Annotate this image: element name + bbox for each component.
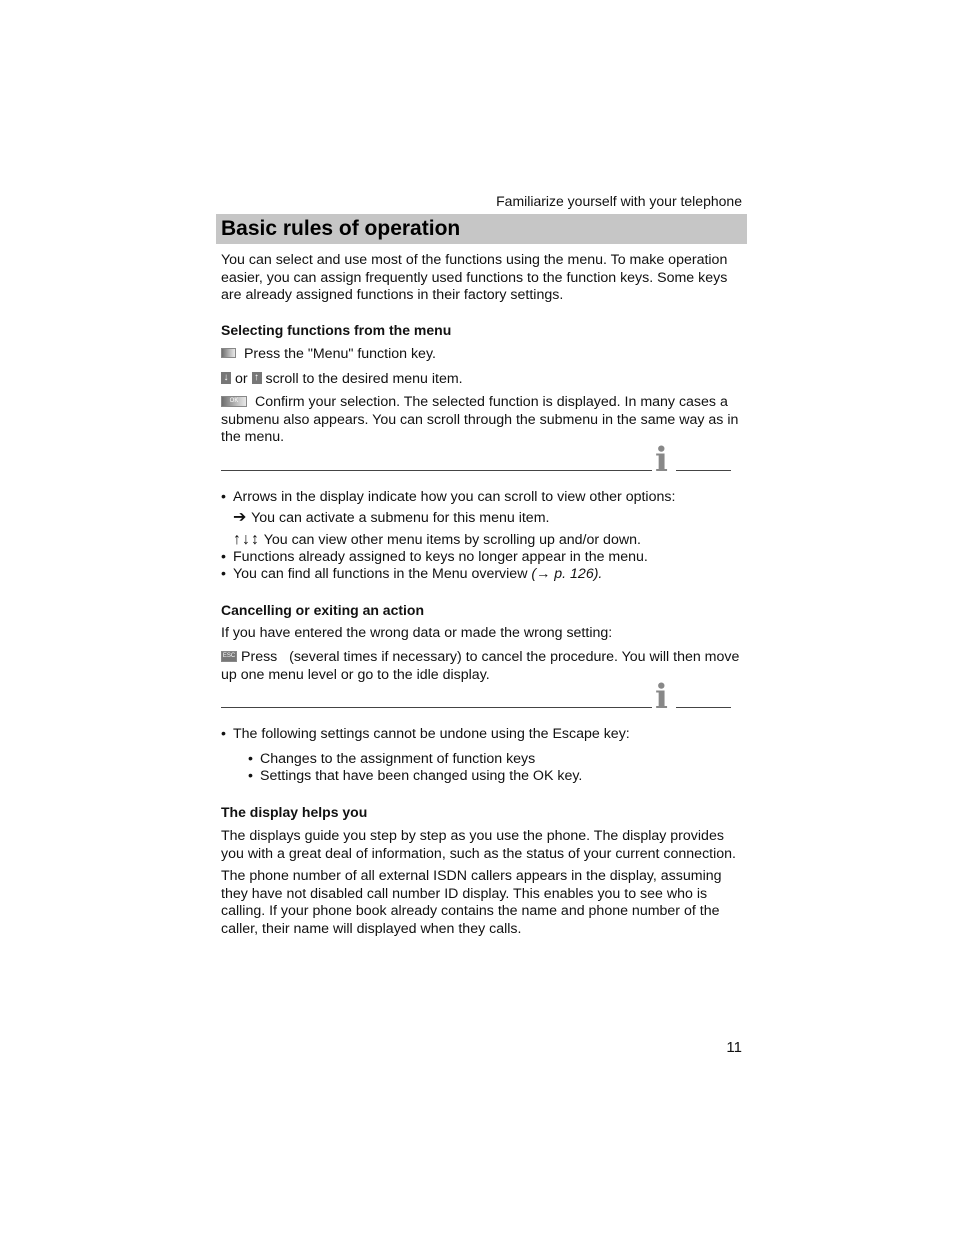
ok-key-label: OK bbox=[229, 397, 239, 404]
info1-sub-2-text: You can view other menu items by scrolling up and/or down. bbox=[263, 532, 641, 548]
esc-key-label: ESC bbox=[222, 652, 236, 659]
section-heading-display: The display helps you bbox=[221, 804, 368, 820]
step-scroll bbox=[221, 371, 746, 389]
esc-key-icon bbox=[221, 651, 237, 662]
intro-paragraph: You can select and use most of the functions using the menu. To make operation easier, you can assign frequently used functions to the function keys. Some keys are already assigned functions in their factory settings. bbox=[221, 252, 728, 303]
menu-key-icon bbox=[221, 348, 236, 358]
divider-line bbox=[221, 707, 652, 708]
divider-line bbox=[676, 707, 731, 708]
info1-bullet-3 bbox=[221, 566, 746, 584]
divider-line bbox=[676, 470, 731, 471]
step-menu-text: Press the "Menu" function key. bbox=[243, 346, 436, 362]
divider-line bbox=[221, 470, 652, 471]
up-arrow-key-icon: ↑ bbox=[252, 372, 262, 384]
info-icon: i bbox=[655, 440, 668, 480]
right-arrow-icon: ➔ bbox=[233, 509, 248, 526]
title-bar bbox=[216, 214, 747, 244]
page-number: 11 bbox=[726, 1039, 742, 1056]
page-title: Basic rules of operation bbox=[221, 217, 461, 240]
info1-bullet-1: • Arrows in the display indicate how you can scroll to view other options: bbox=[221, 489, 746, 507]
ok-key-icon bbox=[221, 396, 247, 407]
info1-sub-1 bbox=[233, 509, 549, 528]
page-reference: (→ p. 126). bbox=[531, 566, 603, 582]
step-confirm bbox=[221, 394, 746, 447]
running-header: Familiarize yourself with your telephone bbox=[496, 193, 742, 209]
step-menu bbox=[221, 346, 746, 364]
section-heading-select: Selecting functions from the menu bbox=[221, 322, 452, 338]
down-arrow-key-icon: ↓ bbox=[221, 372, 231, 384]
info1-sub-1-text: You can activate a submenu for this menu item. bbox=[251, 510, 550, 526]
info-icon: i bbox=[655, 677, 668, 717]
step-scroll-text: scroll to the desired menu item. bbox=[265, 371, 463, 387]
info-divider-1 bbox=[221, 440, 731, 480]
info2-sub-1: • Changes to the assignment of function keys bbox=[248, 751, 535, 769]
info1-bullet-3-text: You can find all functions in the Menu overview bbox=[233, 566, 528, 582]
info1-sub-2 bbox=[233, 531, 641, 550]
info-divider-2 bbox=[221, 677, 731, 717]
info1-bullet-2: • Functions already assigned to keys no longer appear in the menu. bbox=[221, 549, 746, 567]
step-escape-text: (several times if necessary) to cancel the procedure. You will then move up one menu level or go to the idle display. bbox=[221, 649, 740, 683]
step-confirm-text: Confirm your selection. The selected function is displayed. In many cases a submenu also appears. You can scroll through the submenu in the same way as in the menu. bbox=[221, 394, 739, 445]
info2-sub-2: • Settings that have been changed using the OK key. bbox=[248, 768, 582, 786]
cancel-intro: If you have entered the wrong data or made the wrong setting: bbox=[221, 625, 613, 641]
step-scroll-or: or bbox=[234, 371, 248, 387]
display-paragraph-2: The phone number of all external ISDN callers appears in the display, assuming they have not disabled call number ID display. This enables you to see who is calling. If your phone book already contains the name and phone number of the caller, their name will displayed when they calls. bbox=[221, 868, 722, 937]
up-down-arrows-icon: ↑↓↕ bbox=[233, 531, 260, 548]
info2-bullet-1: • The following settings cannot be undone using the Escape key: bbox=[221, 726, 746, 744]
step-escape-press: Press bbox=[241, 649, 278, 665]
display-paragraph-1: The displays guide you step by step as you use the phone. The display provides you with a great deal of information, such as the status of your current connection. bbox=[221, 828, 736, 862]
section-heading-cancel: Cancelling or exiting an action bbox=[221, 602, 425, 618]
